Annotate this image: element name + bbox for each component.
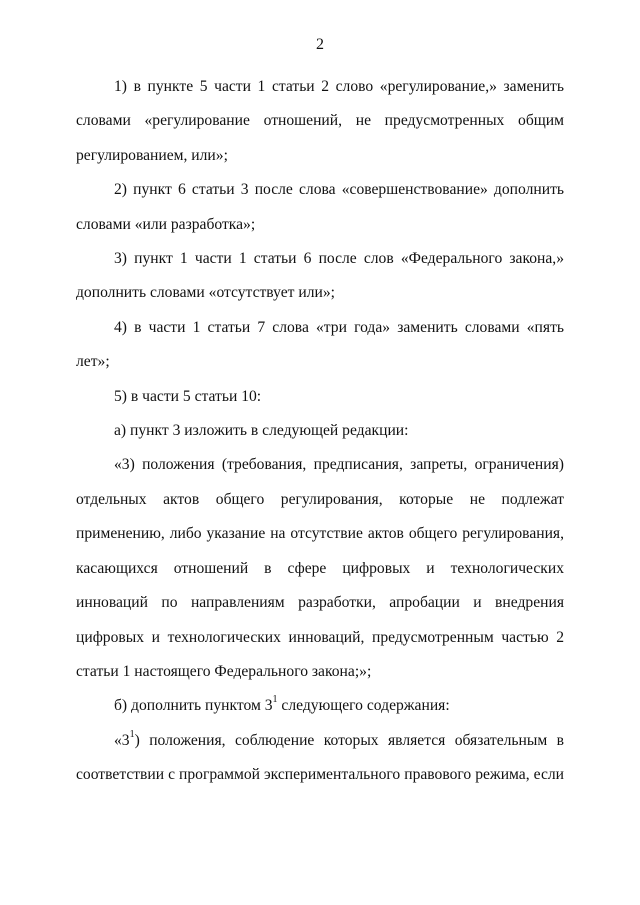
- subitem-b: [76, 689, 564, 723]
- subitem-a: а) пункт 3 изложить в следующей редакции:: [114, 422, 409, 440]
- subitem-b-text: [76, 724, 564, 793]
- amendment-item-3: 3) пункт 1 части 1 статьи 6 после слов «Федерального закона,» дополнить словами «отсутствует или»;: [76, 250, 564, 302]
- subitem-b-text-superscript: 1: [129, 728, 135, 740]
- document-body: [76, 70, 564, 793]
- subitem-b-superscript: 1: [272, 694, 278, 706]
- page-number: 2: [316, 36, 324, 53]
- subitem-b-text-before: «3: [114, 731, 130, 749]
- amendment-item-2: 2) пункт 6 статьи 3 после слова «совершенствование» дополнить словами «или разработка»;: [76, 181, 564, 233]
- subitem-b-text-after: ) положения, соблюдение которых является обязательным в соответствии с программой экспериментального правового режима, если: [76, 731, 564, 784]
- subitem-b-after: следующего содержания:: [277, 697, 450, 715]
- subitem-a-text: «3) положения (требования, предписания, запреты, ограничения) отдельных актов общего регулирования, которые не подлежат применению, либо указание на отсутствие актов общего регулирования, касающихся отношений в сфере цифровых и технологических инноваций по направлениям разработки, апробации и внедрения цифровых и технологических инноваций, предусмотренным частью 2 статьи 1 настоящего Федерального закона;»;: [76, 456, 564, 680]
- subitem-b-before: б) дополнить пунктом 3: [114, 697, 273, 715]
- amendment-item-5: 5) в части 5 статьи 10:: [114, 387, 262, 405]
- amendment-item-1: 1) в пункте 5 части 1 статьи 2 слово «регулирование,» заменить словами «регулирование отношений, не предусмотренных общим регулированием, или»;: [76, 78, 564, 164]
- amendment-item-4: 4) в части 1 статьи 7 слова «три года» заменить словами «пять лет»;: [76, 318, 564, 371]
